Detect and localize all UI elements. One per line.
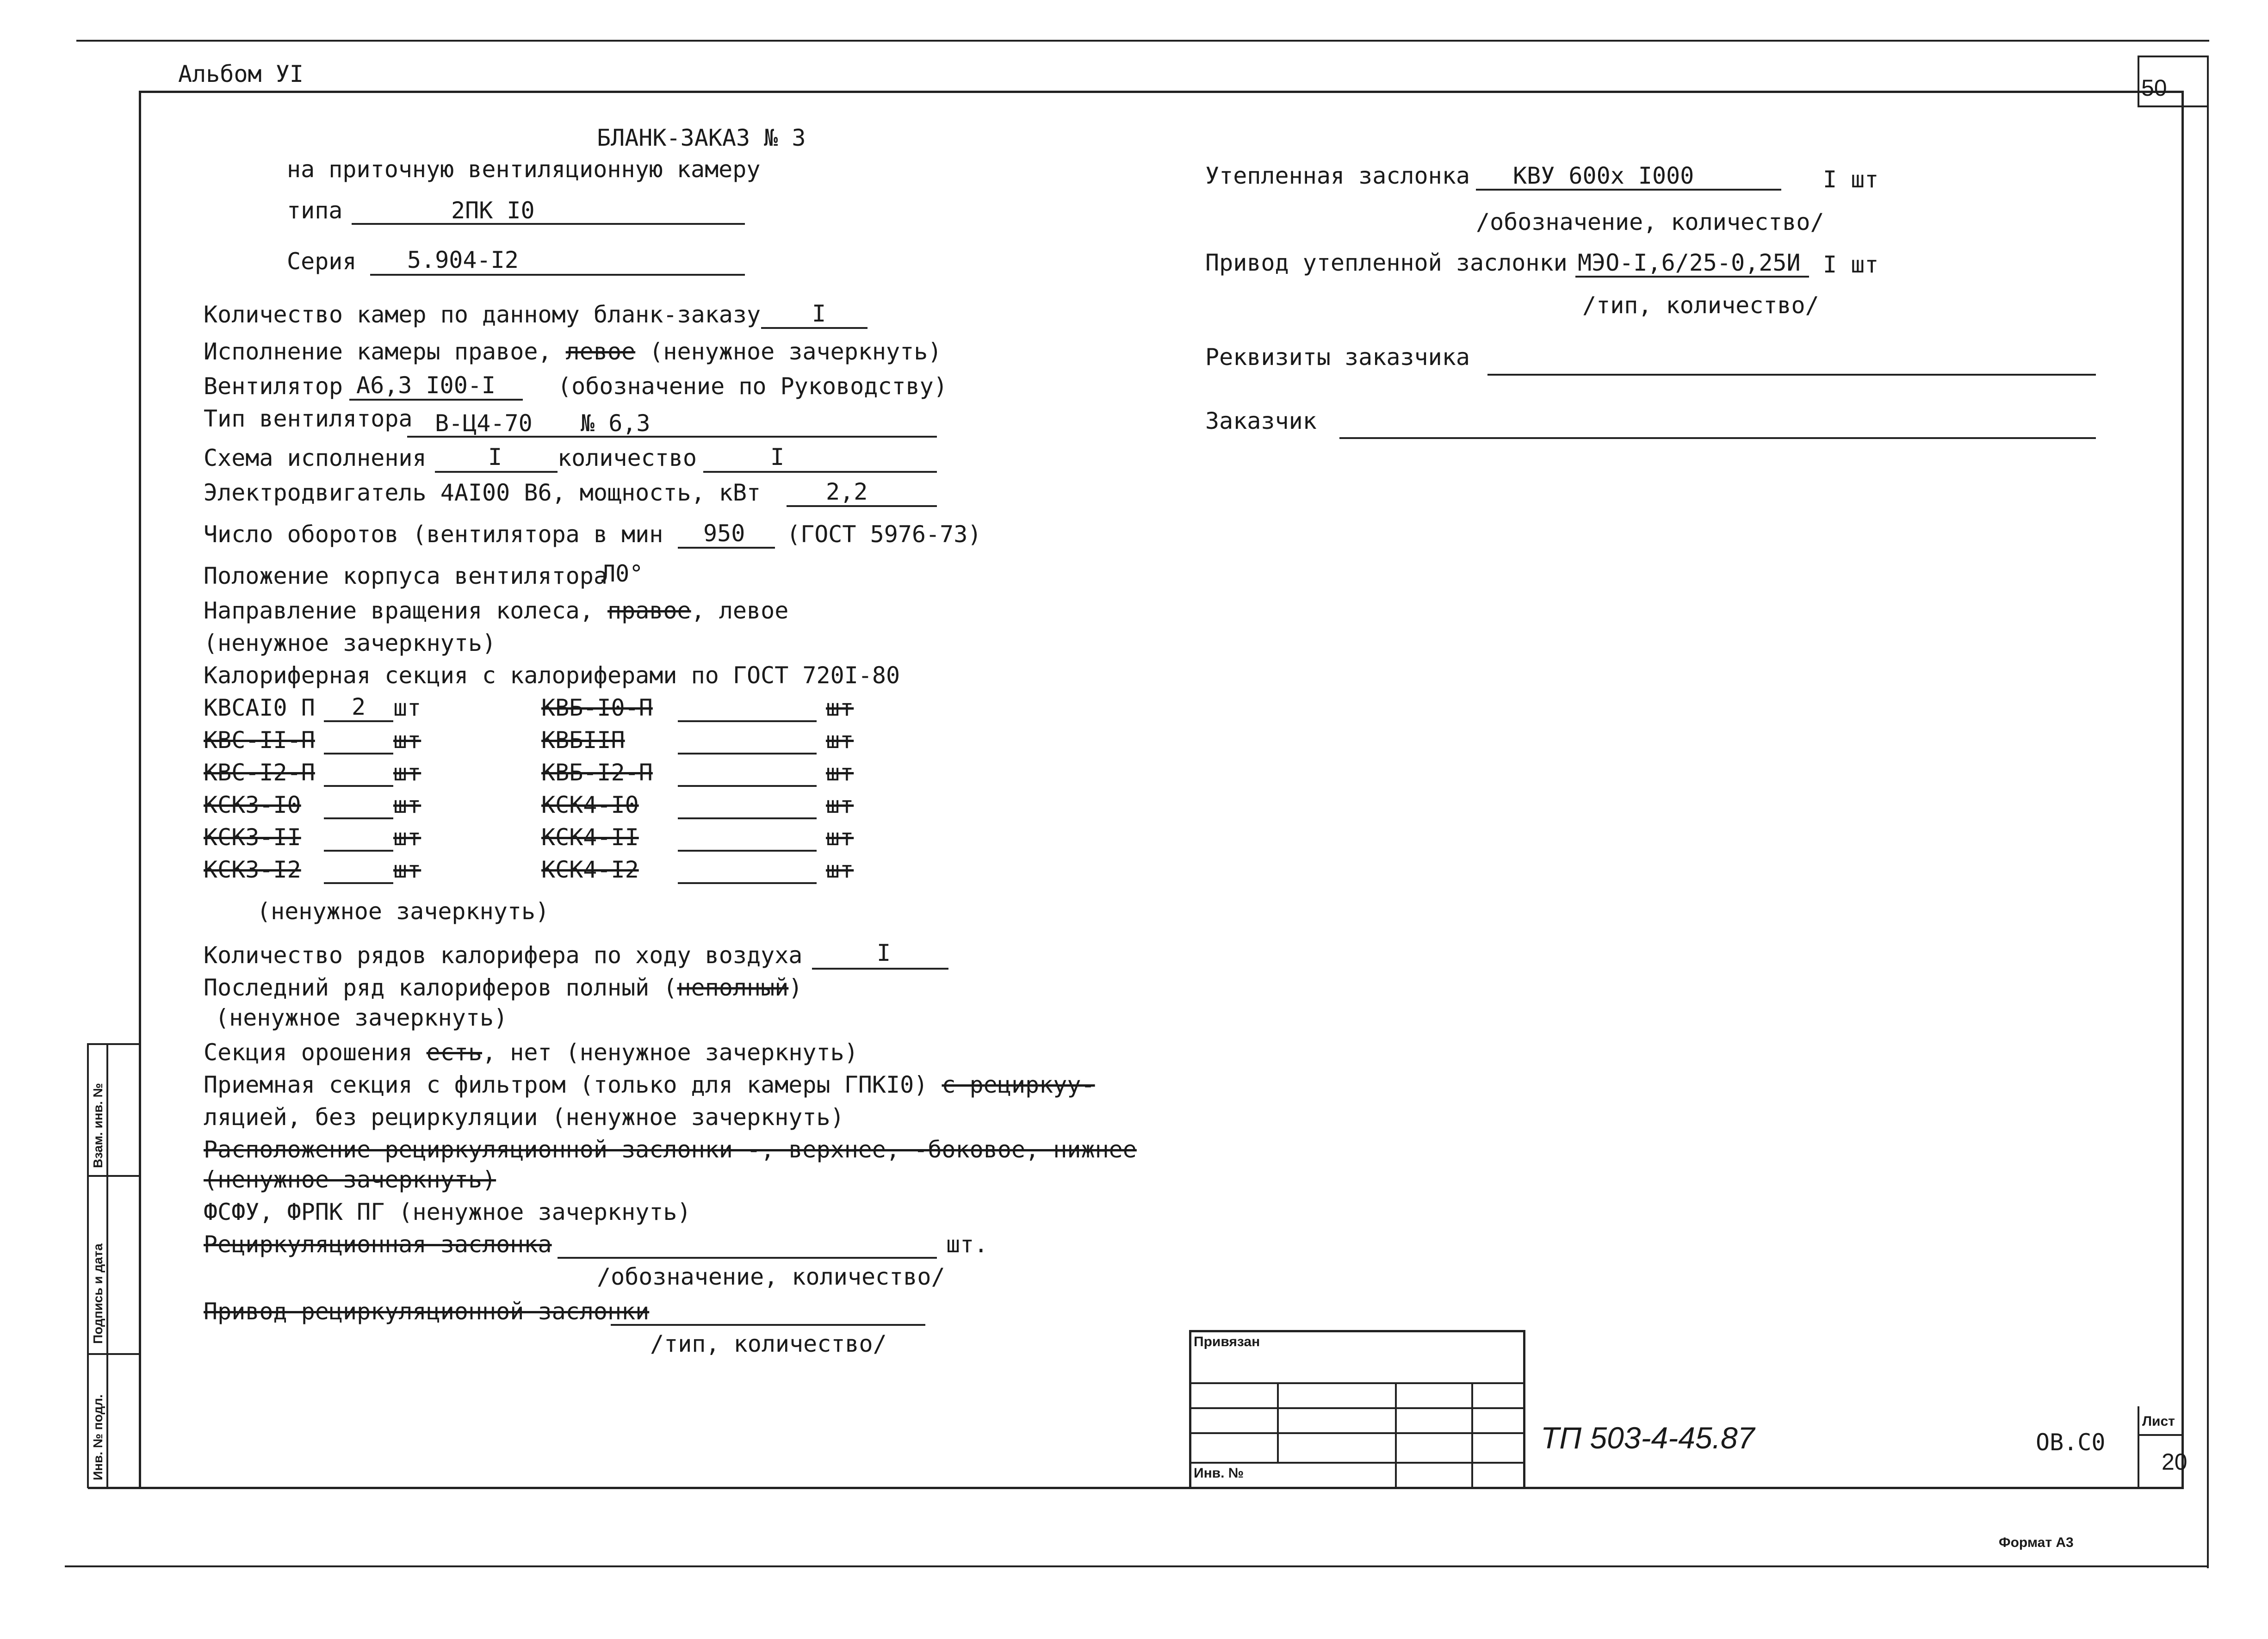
sheet-box-left xyxy=(2138,1406,2139,1489)
frame-top-line xyxy=(139,91,2184,93)
sidebar-top-line xyxy=(87,1043,140,1045)
fan-type-label: Тип вентилятора xyxy=(204,405,413,432)
customer-label: Заказчик xyxy=(1205,408,1317,434)
receiving-section-line: Приемная секция с фильтром (только для камеры ГПКI0) с рециркуу- xyxy=(204,1071,1095,1098)
scheme-value[interactable]: I xyxy=(488,444,502,470)
sheet-box-divider xyxy=(2138,1434,2184,1436)
heater-left-name: КВС-II-П xyxy=(204,727,315,754)
series-field-line xyxy=(370,274,745,276)
damper-label: Утепленная заслонка xyxy=(1205,162,1470,189)
customer-details-label: Реквизиты заказчика xyxy=(1205,344,1470,371)
heater-left-name: КСК3-II xyxy=(204,824,301,851)
fan-value[interactable]: А6,3 I00-I xyxy=(356,372,496,399)
stamp-grid-v2 xyxy=(1395,1382,1397,1488)
corner-box-left xyxy=(2138,56,2139,106)
fan-type-value[interactable]: В-Ц4-70 xyxy=(435,410,533,437)
frame-right-line xyxy=(2181,91,2184,1489)
heater-right-line xyxy=(678,850,817,852)
frame-left-line xyxy=(139,91,141,1488)
heater-left-line xyxy=(324,882,393,884)
frame-bottom-line xyxy=(88,1487,2184,1489)
camera-count-value[interactable]: I xyxy=(812,300,826,327)
heater-right-name: КСК4-I2 xyxy=(541,856,639,883)
heater-left-unit: шт xyxy=(393,824,421,851)
heater-right-name: КВБ-I0-П xyxy=(541,694,653,721)
heater-right-unit: шт xyxy=(826,694,854,721)
stamp-grid-v3 xyxy=(1471,1382,1473,1488)
stamp-grid-v1 xyxy=(1277,1382,1279,1463)
motor-label: Электродвигатель 4АI00 В6, мощность, кВт xyxy=(204,479,761,506)
damper-value[interactable]: КВУ 600х I000 xyxy=(1513,162,1694,189)
heater-left-unit: шт xyxy=(393,727,421,754)
motor-power-value[interactable]: 2,2 xyxy=(826,478,868,505)
heater-right-unit: шт xyxy=(826,792,854,818)
heater-right-unit: шт xyxy=(826,824,854,851)
damper-quantity: I шт xyxy=(1823,166,1879,193)
form-subtitle: на приточную вентиляционную камеру xyxy=(287,156,761,183)
scheme-line xyxy=(435,471,558,473)
heater-right-line xyxy=(678,753,817,755)
stamp-top-line xyxy=(1189,1330,1524,1332)
heater-left-name: КВСАI0 П xyxy=(204,694,315,721)
project-code: ТП 503-4-45.87 xyxy=(1541,1421,1755,1455)
recirc-position-note: (ненужное зачеркнуть) xyxy=(204,1166,496,1193)
sheet-label: Лист xyxy=(2142,1414,2175,1429)
heater-right-name: КВБ-I2-П xyxy=(541,759,653,786)
damper-note: /обозначение, количество/ xyxy=(1476,209,1824,235)
heater-right-line xyxy=(678,817,817,819)
drive-label: Привод утепленной заслонки xyxy=(1205,249,1568,276)
fan-number[interactable]: № 6,3 xyxy=(581,410,651,437)
bound-label: Привязан xyxy=(1194,1334,1260,1349)
recirc-damper-unit: шт. xyxy=(946,1231,988,1258)
corner-box-top xyxy=(2138,56,2208,57)
position-value[interactable]: Л0° xyxy=(601,560,644,587)
scheme-label: Схема исполнения xyxy=(204,445,427,471)
recirc-drive-note: /тип, количество/ xyxy=(650,1330,887,1357)
heater-left-name: КСК3-I2 xyxy=(204,856,301,883)
heater-right-line xyxy=(678,720,817,722)
heater-left-line xyxy=(324,850,393,852)
album-label: Альбом УI xyxy=(178,61,304,87)
irrigation-line: Секция орошения есть, нет (ненужное зачеркнуть) xyxy=(204,1039,858,1066)
drive-quantity: I шт xyxy=(1823,251,1879,278)
outer-right-line xyxy=(2207,56,2209,1568)
format-label: Формат А3 xyxy=(1999,1535,2074,1550)
stamp-grid-h1 xyxy=(1189,1382,1524,1384)
section-code: ОВ.С0 xyxy=(2036,1429,2106,1456)
type-value[interactable]: 2ПК I0 xyxy=(451,197,535,224)
heater-right-name: КСК4-II xyxy=(541,824,639,851)
rotation-direction: Направление вращения колеса, правое, левое xyxy=(204,597,789,624)
sidebar-divider-2 xyxy=(87,1353,140,1355)
recirc-position: Расположение рециркуляционной заслонки -, верхнее, -боковое, нижнее xyxy=(204,1136,1137,1163)
recirc-drive-line xyxy=(611,1324,925,1326)
stamp-divider-line xyxy=(1523,1330,1525,1488)
quantity-value[interactable]: I xyxy=(770,444,785,470)
recirc-damper-label: Рециркуляционная заслонка xyxy=(204,1231,552,1258)
heater-left-unit: шт xyxy=(393,759,421,786)
heater-right-line xyxy=(678,785,817,787)
sidebar-inner-line xyxy=(106,1043,108,1488)
last-row-note: (ненужное зачеркнуть) xyxy=(215,1004,508,1031)
inventory-label: Инв. № xyxy=(1194,1466,1244,1481)
sidebar-divider-1 xyxy=(87,1175,140,1177)
camera-count-label: Количество камер по данному бланк-заказу xyxy=(204,301,761,328)
heater-right-unit: шт xyxy=(826,759,854,786)
recirc-drive-label: Привод рециркуляционной заслонки xyxy=(204,1298,650,1325)
heater-left-line xyxy=(324,785,393,787)
form-heading: БЛАНК-ЗАКАЗ № 3 xyxy=(597,124,806,151)
heater-right-name: КВБIIП xyxy=(541,727,625,754)
series-value[interactable]: 5.904-I2 xyxy=(407,247,519,273)
heaters-note: (ненужное зачеркнуть) xyxy=(257,898,550,925)
drive-note: /тип, количество/ xyxy=(1582,292,1819,319)
receiving-section-line-2: ляцией, без рециркуляции (ненужное зачеркнуть) xyxy=(204,1104,844,1131)
top-border-line xyxy=(76,40,2209,42)
position-label: Положение корпуса вентилятора xyxy=(204,563,607,589)
rpm-note: (ГОСТ 5976-73) xyxy=(787,521,982,548)
heater-left-line xyxy=(324,817,393,819)
recirc-damper-note: /обозначение, количество/ xyxy=(597,1263,945,1290)
type-label: типа xyxy=(287,197,343,224)
stamp-left-line xyxy=(1189,1330,1191,1488)
customer-line xyxy=(1339,437,2096,439)
customer-details-line xyxy=(1487,374,2096,376)
heater-right-name: КСК4-I0 xyxy=(541,792,639,818)
execution-line: Исполнение камеры правое, левое (ненужное зачеркнуть) xyxy=(204,338,942,365)
type-field-line xyxy=(352,223,745,225)
sidebar-left-line xyxy=(87,1043,89,1488)
series-label: Серия xyxy=(287,248,357,275)
heater-left-unit: шт xyxy=(393,792,421,818)
filters-line: ФСФУ, ФРПК ПГ (ненужное зачеркнуть) xyxy=(204,1199,691,1225)
rpm-label: Число оборотов (вентилятора в мин xyxy=(204,521,663,548)
sheet-number: 20 xyxy=(2162,1449,2187,1475)
recirc-damper-line xyxy=(558,1257,937,1259)
bottom-rule xyxy=(65,1565,2209,1567)
drive-value[interactable]: МЭО-I,6/25-0,25И xyxy=(1578,249,1801,276)
stamp-grid-h2 xyxy=(1189,1407,1524,1409)
sidebar-inv-sub: Инв. № подл. xyxy=(91,1394,105,1480)
heater-right-unit: шт xyxy=(826,727,854,754)
last-row-line: Последний ряд калориферов полный (неполный) xyxy=(204,974,803,1001)
rows-line xyxy=(812,968,948,970)
heater-left-unit: шт xyxy=(393,856,421,883)
corner-box-bottom xyxy=(2138,105,2208,107)
rotation-note: (ненужное зачеркнуть) xyxy=(204,630,496,656)
sidebar-replaced-inv: Взам. инв. № xyxy=(91,1083,105,1168)
heater-left-name: КСК3-I0 xyxy=(204,792,301,818)
heater-right-unit: шт xyxy=(826,856,854,883)
stamp-grid-h3 xyxy=(1189,1432,1524,1434)
stamp-grid-h4 xyxy=(1189,1462,1524,1464)
quantity-label: количество xyxy=(558,445,697,471)
heater-right-line xyxy=(678,882,817,884)
sidebar-sign-date: Подпись и дата xyxy=(91,1243,105,1344)
fan-label: Вентилятор xyxy=(204,373,343,400)
rpm-value[interactable]: 950 xyxy=(703,520,745,547)
corner-sheet-number: 50 xyxy=(2141,75,2167,101)
heater-left-line xyxy=(324,753,393,755)
rows-value[interactable]: I xyxy=(877,940,891,966)
heater-left-name: КВС-I2-П xyxy=(204,759,315,786)
fan-note: (обозначение по Руководству) xyxy=(558,373,948,400)
heater-section-title: Калориферная секция с калориферами по ГОСТ 720I-80 xyxy=(204,662,900,689)
heater-left-value[interactable]: 2 xyxy=(352,693,366,720)
heater-left-unit: шт xyxy=(393,694,421,721)
quantity-line xyxy=(703,471,937,473)
rows-label: Количество рядов калорифера по ходу воздуха xyxy=(204,942,803,969)
